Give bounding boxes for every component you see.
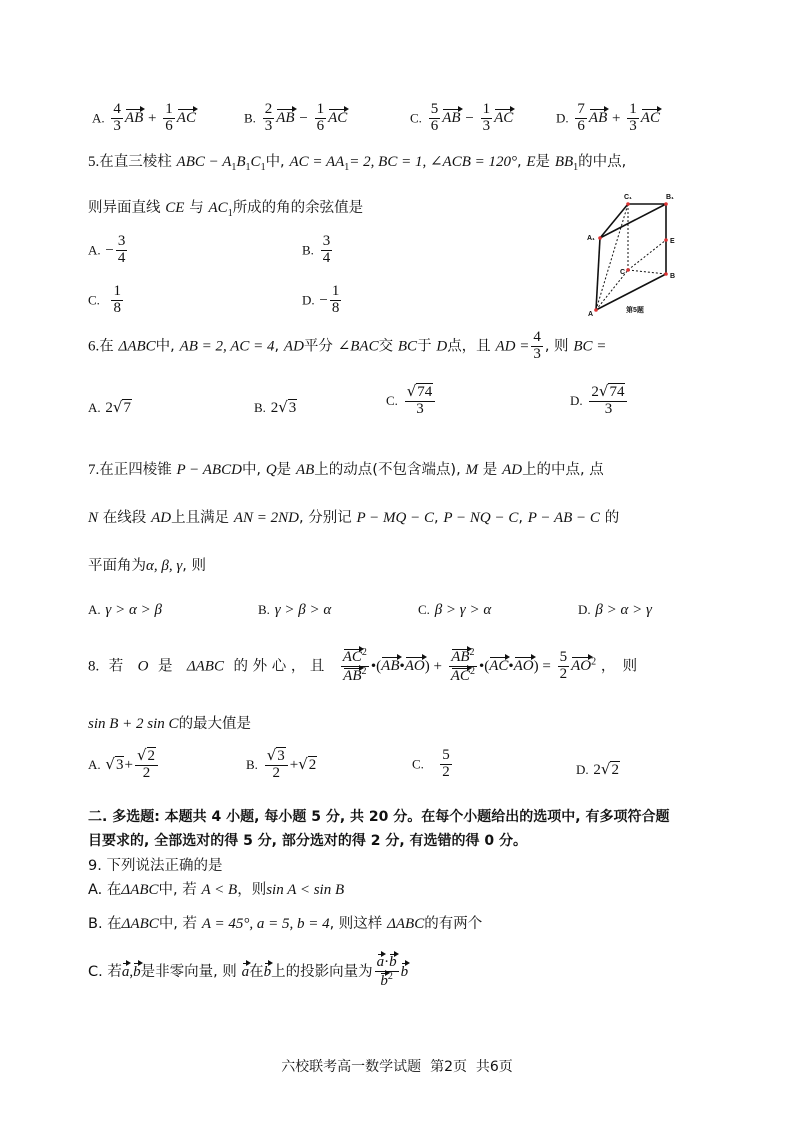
q9-option-b: B. 在ΔABC中, 若 A = 45°, a = 5, b = 4, 则这样 ΔABC的有两个 bbox=[88, 916, 483, 932]
fig-label-a1: A₁ bbox=[587, 235, 595, 242]
q6-option-c: C. $\frac{√74}{3}$ bbox=[386, 384, 437, 418]
q8-stem-line2: sin B + 2 sin C的最大值是 bbox=[88, 716, 252, 732]
q6-option-b: B. 2√3 bbox=[254, 398, 297, 416]
q4-option-d: D. $\frac{7}{6}$ AB + $\frac{1}{3}$ AC bbox=[556, 101, 660, 134]
q7-stem-line3: 平面角为α, β, γ, 则 bbox=[88, 558, 206, 574]
fig-caption: 第5题 bbox=[626, 307, 644, 314]
q5-option-b: B. $\frac{3}{4}$ bbox=[302, 233, 331, 266]
q4-option-b: B. $\frac{2}{3}$ AB − $\frac{1}{6}$ AC bbox=[244, 101, 348, 134]
section2-heading-line2: 目要求的, 全部选对的得 5 分, 部分选对的得 2 分, 有选错的得 0 分。 bbox=[88, 833, 528, 849]
q8-option-a: A. √3+ $\frac{√2}{2}$ bbox=[88, 748, 160, 782]
fig-label-c1: C₁ bbox=[624, 194, 632, 201]
q7-option-a: A. γ > α > β bbox=[88, 602, 162, 618]
q9-option-c: C. 若a,b是非零向量, 则 a在b上的投影向量为 $\frac{a\cdot b}{b^2}$ b bbox=[88, 954, 409, 989]
q9-option-a: A. 在ΔABC中, 若 A < B，则sin A < sin B bbox=[88, 882, 345, 898]
q5-option-c: C. $\frac{1}{8}$ bbox=[88, 283, 121, 316]
q7-stem-line2: N 在线段 AD上且满足 AN = 2ND, 分别记 P − MQ − C, P − NQ − C, P − AB − C 的 bbox=[88, 510, 620, 526]
q8-option-d: D. 2√2 bbox=[576, 760, 619, 778]
q5-stem-line1: 5.在直三棱柱 ABC − $A_1B_1C_1$中, AC = $AA_1= 2$, BC = 1, ∠ACB = 120°, E是 $BB_1$的中点, bbox=[88, 154, 627, 173]
fig-label-a: A bbox=[588, 311, 594, 318]
q5-prism-figure bbox=[582, 188, 692, 318]
q6-stem: 6.在 ΔABC中, AB = 2, AC = 4, AD平分 ∠BAC交 BC于 D点，且 AD = $\frac{4}{3}$ , 则 BC = bbox=[88, 329, 607, 362]
fig-label-c: C bbox=[620, 269, 626, 276]
q5-option-a: A. − $\frac{3}{4}$ bbox=[88, 233, 126, 266]
q9-stem: 9. 下列说法正确的是 bbox=[88, 858, 223, 874]
q7-option-b: B. γ > β > α bbox=[258, 602, 332, 618]
fig-label-e: E bbox=[670, 238, 675, 245]
q4-option-c: C. $\frac{5}{6}$ AB − $\frac{1}{3}$ AC bbox=[410, 101, 514, 134]
q6-option-d: D. $\frac{2√74}{3}$ bbox=[570, 384, 629, 418]
q7-option-d: D. β > α > γ bbox=[578, 602, 652, 618]
q4-option-a: A. $\frac{4}{3}$ AB + $\frac{1}{6}$ AC bbox=[92, 101, 196, 134]
q6-option-a: A. 2√7 bbox=[88, 398, 131, 416]
q4-options bbox=[92, 92, 732, 132]
q8-option-b: B. $\frac{√3}{2}$ +√2 bbox=[246, 746, 317, 781]
page-footer: 六校联考高一数学试题 第2页 共6页 bbox=[281, 1059, 513, 1075]
section2-heading-line1: 二. 多选题: 本题共 4 小题, 每小题 5 分, 共 20 分。在每个小题给出的选项中, 有多项符合题 bbox=[88, 809, 670, 825]
fig-label-b: B bbox=[670, 273, 676, 280]
q8-stem-line1: 8. 若 O 是 ΔABC 的 外 心 ， 且 $\frac{AC^2}{AB^2}$ •(AB•AO) + $\frac{AB^2}{AC^2}$ •(AC•AO) = $\frac{5}{2}$ $AO^2$ ， 则 bbox=[88, 647, 638, 684]
q5-option-d: D. − $\frac{1}{8}$ bbox=[302, 283, 340, 316]
q7-option-c: C. β > γ > α bbox=[418, 602, 492, 618]
q8-option-c: C. $\frac{5}{2}$ bbox=[412, 747, 450, 780]
q7-stem-line1: 7.在正四棱锥 P − ABCD中, Q是 AB上的动点(不包含端点), M 是 AD上的中点, 点 bbox=[88, 462, 604, 478]
fig-label-b1: B₁ bbox=[666, 194, 674, 201]
q5-stem-line2: 则异面直线 CE 与 $AC_1$所成的角的余弦值是 bbox=[88, 200, 364, 219]
